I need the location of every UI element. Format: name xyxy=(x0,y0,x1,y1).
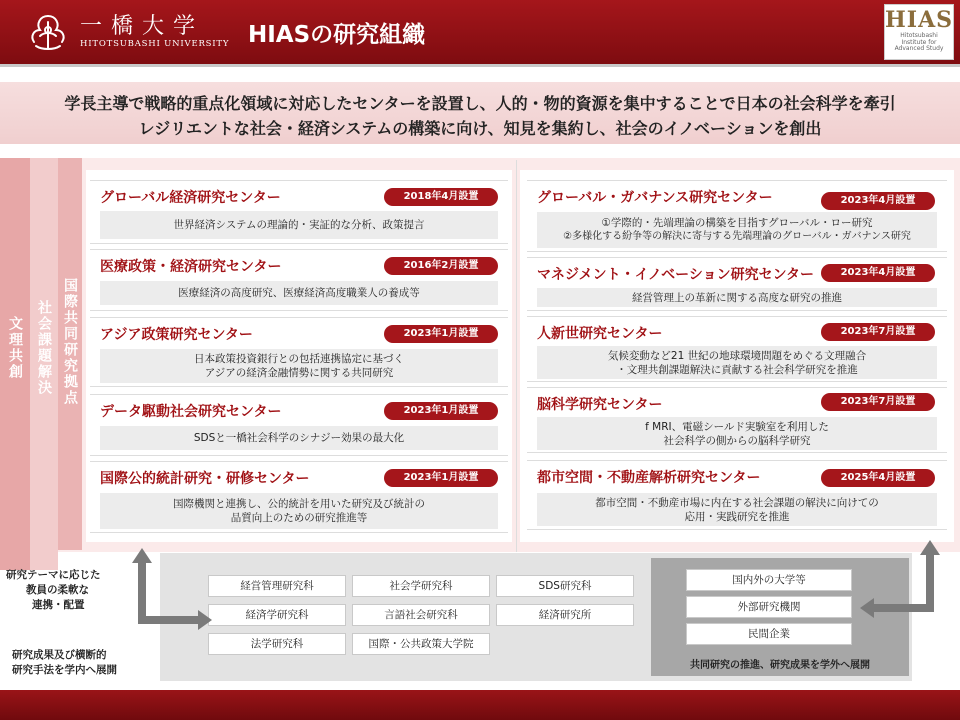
center-name: グローバル経済研究センター xyxy=(100,190,281,206)
center-name: 医療政策・経済研究センター xyxy=(100,259,282,275)
center-established-badge: 2018年4月設置 xyxy=(384,188,498,206)
department-box: 法学研究科 xyxy=(208,633,346,655)
center-description-line: 世界経済システムの理論的・実証的な分析、政策提言 xyxy=(173,219,425,231)
department-box: SDS研究科 xyxy=(496,575,634,597)
center-description xyxy=(100,211,498,239)
center-description xyxy=(100,426,498,450)
center-name: マネジメント・イノベーション研究センター xyxy=(537,267,815,283)
center-name: 人新世研究センター xyxy=(537,326,663,342)
center-established-badge: 2023年4月設置 xyxy=(821,192,935,210)
vertical-label-bunri: 文理共創 xyxy=(7,316,23,380)
partner-box: 国内外の大学等 xyxy=(686,569,852,591)
university-name-jp: 一橋大学 xyxy=(80,14,205,39)
center-description-line: 応用・実践研究を推進 xyxy=(684,510,790,523)
department-box: 経営管理研究科 xyxy=(208,575,346,597)
department-box: 言語社会研究科 xyxy=(352,604,490,626)
hias-logo-sub: Advanced Study xyxy=(894,45,944,52)
center-established-badge: 2016年2月設置 xyxy=(384,257,498,275)
hias-logo-title: HIAS xyxy=(885,7,954,33)
vertical-label-column xyxy=(58,158,82,550)
center-description xyxy=(100,349,498,383)
hias-logo-sub: Hitotsubashi xyxy=(900,32,938,39)
side-note-dissemination xyxy=(12,648,117,678)
partner-box: 外部研究機関 xyxy=(686,596,852,618)
center-established-badge: 2025年4月設置 xyxy=(821,469,935,487)
center-description-line: 都市空間・不動産市場に内在する社会課題の解決に向けての xyxy=(595,496,879,509)
header-divider xyxy=(0,64,960,67)
center-card xyxy=(90,180,508,244)
hias-logo xyxy=(884,4,954,60)
university-name-en: HITOTSUBASHI UNIVERSITY xyxy=(80,39,230,49)
side-note-line: 研究手法を学内へ展開 xyxy=(12,664,117,676)
center-description-line: 社会科学の側からの脳科学研究 xyxy=(663,434,811,447)
center-description-line: 国際機関と連携し、公的統計を用いた研究及び統計の xyxy=(173,498,425,510)
side-note-collaboration xyxy=(6,568,101,613)
mission-line: レジリエントな社会・経済システムの構築に向け、知見を集約し、社会のイノベーションを創出 xyxy=(138,119,822,138)
center-description xyxy=(537,288,937,307)
center-established-badge: 2023年1月設置 xyxy=(384,325,498,343)
mission-line: 学長主導で戦略的重点化領域に対応したセンターを設置し、人的・物的資源を集中することで日本の社会科学を牽引 xyxy=(64,94,896,113)
center-name: アジア政策研究センター xyxy=(100,327,253,343)
center-description-line: 日本政策投資銀行との包括連携協定に基づく xyxy=(194,353,404,365)
partner-caption: 共同研究の推進、研究成果を学外へ展開 xyxy=(690,660,870,671)
center-description-line: ②多様化する紛争等の解決に寄与する先端理論のグローバル・ガバナンス研究 xyxy=(563,231,911,242)
center-description xyxy=(537,493,937,526)
center-name: グローバル・ガバナンス研究センター xyxy=(537,190,773,206)
center-established-badge: 2023年7月設置 xyxy=(821,393,935,411)
center-description-line: アジアの経済金融情勢に関する共同研究 xyxy=(204,367,394,379)
center-description-line: 医療経済の高度研究、医療経済高度職業人の養成等 xyxy=(178,287,420,299)
panel-divider xyxy=(516,160,517,552)
center-description-line: f MRI、電磁シールド実験室を利用した xyxy=(645,420,829,433)
center-description-line: 経営管理上の革新に関する高度な研究の推進 xyxy=(632,291,842,304)
center-name: データ駆動社会研究センター xyxy=(100,404,282,420)
center-card xyxy=(527,460,947,530)
center-name: 脳科学研究センター xyxy=(537,397,663,413)
center-card xyxy=(527,257,947,311)
center-established-badge: 2023年1月設置 xyxy=(384,402,498,420)
center-description xyxy=(100,493,498,529)
partner-box: 民間企業 xyxy=(686,623,852,645)
center-description xyxy=(537,346,937,379)
center-description-line: SDSと一橋社会科学のシナジー効果の最大化 xyxy=(193,432,405,444)
center-established-badge: 2023年4月設置 xyxy=(821,264,935,282)
center-description xyxy=(100,281,498,305)
center-card xyxy=(90,394,508,456)
center-name: 都市空間・不動産解析研究センター xyxy=(537,470,761,486)
center-card xyxy=(90,461,508,533)
hias-logo-sub: Institute for xyxy=(901,38,937,46)
vertical-label-social: 社会課題解決 xyxy=(36,300,52,396)
side-note-line: 研究テーマに応じた xyxy=(6,569,101,581)
center-description-line: 品質向上のための研究推進等 xyxy=(230,512,368,524)
center-card xyxy=(90,317,508,387)
center-description-line: ①学際的・先端理論の構築を目指すグローバル・ロー研究 xyxy=(601,217,873,229)
footer-bar xyxy=(0,690,960,720)
center-description-line: 気候変動など21 世紀の地球環境問題をめぐる文理融合 xyxy=(607,349,867,362)
page-title: HIASの研究組織 xyxy=(248,22,426,48)
center-description xyxy=(537,417,937,450)
vertical-label-column xyxy=(30,158,58,570)
center-description xyxy=(537,212,937,248)
center-card xyxy=(527,387,947,453)
side-note-line: 連携・配置 xyxy=(32,599,85,611)
vertical-label-international: 国際共同研究拠点 xyxy=(62,278,78,406)
side-note-line: 研究成果及び横断的 xyxy=(12,649,107,661)
department-box: 社会学研究科 xyxy=(352,575,490,597)
center-description-line: ・文理共創課題解決に貢献する社会科学研究を推進 xyxy=(616,363,858,376)
department-box: 経済学研究科 xyxy=(208,604,346,626)
center-card xyxy=(527,316,947,382)
side-note-line: 教員の柔軟な xyxy=(26,584,89,596)
department-box: 経済研究所 xyxy=(496,604,634,626)
center-card xyxy=(90,249,508,311)
university-emblem-icon xyxy=(26,10,70,54)
mission-banner xyxy=(0,82,960,144)
center-card xyxy=(527,180,947,252)
department-box: 国際・公共政策大学院 xyxy=(352,633,490,655)
center-established-badge: 2023年7月設置 xyxy=(821,323,935,341)
center-name: 国際公的統計研究・研修センター xyxy=(100,471,310,487)
vertical-label-column xyxy=(0,158,30,570)
center-established-badge: 2023年1月設置 xyxy=(384,469,498,487)
